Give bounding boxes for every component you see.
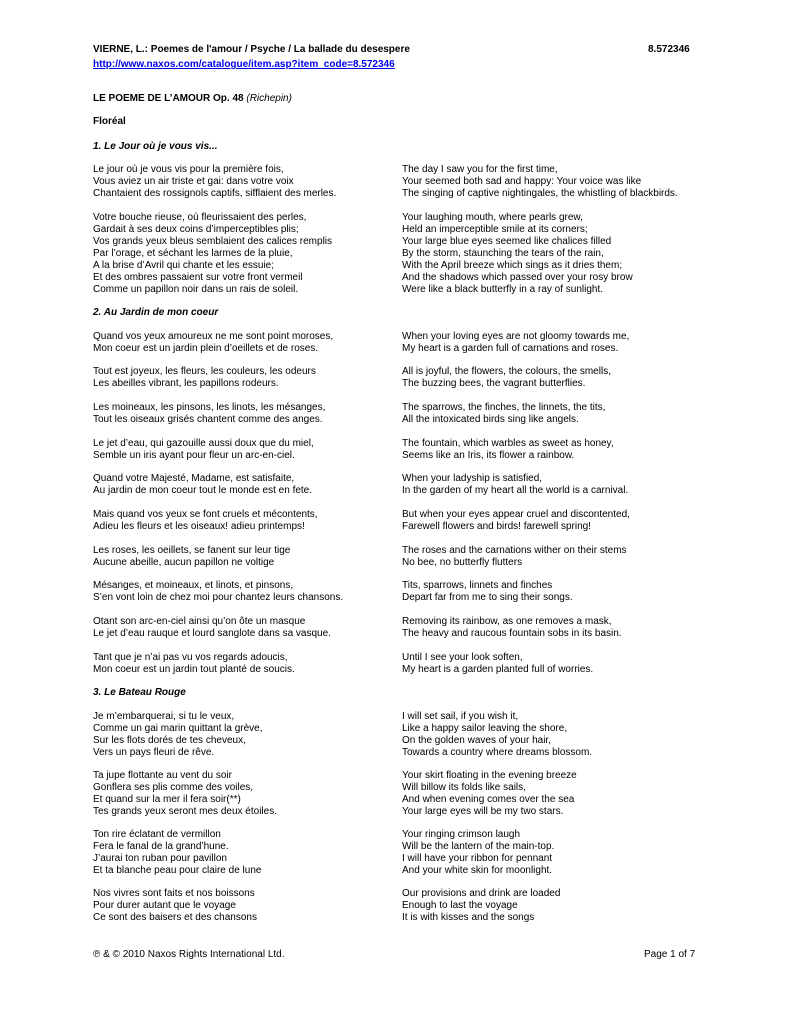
stanza-french [93, 212, 332, 296]
lyric-line: The heavy and raucous fountain sobs in its basin. [402, 628, 622, 639]
lyric-line: Gonflera ses plis comme des voiles, [93, 782, 254, 793]
lyric-line: And your white skin for moonlight. [402, 865, 553, 876]
lyric-line: Pour durer autant que le voyage [93, 900, 236, 911]
stanza-english [402, 580, 573, 604]
lyric-line: Tout les oiseaux grisés chantent comme des anges. [93, 414, 323, 425]
lyric-line: Ce sont des baisers et des chansons [93, 912, 257, 923]
lyric-line: And when evening comes over the sea [402, 794, 575, 805]
lyric-line: Your large blue eyes seemed like chalices filled [402, 236, 612, 247]
lyric-line: A la brise d’Avril qui chante et les essuie; [93, 260, 275, 271]
lyric-line: My heart is a garden full of carnations and roses. [402, 343, 619, 354]
lyric-line: Tant que je n’ai pas vu vos regards adoucis, [93, 652, 288, 663]
lyric-line: Le jour où je vous vis pour la première fois, [93, 164, 284, 175]
lyric-line: Until I see your look soften, [402, 652, 523, 663]
stanza-french [93, 366, 316, 390]
lyric-line: Fera le fanal de la grand’hune. [93, 841, 229, 852]
lyric-line: Adieu les fleurs et les oiseaux! adieu printemps! [93, 521, 305, 532]
stanza-french [93, 331, 333, 355]
lyric-line: Les abeilles vibrant, les papillons rodeurs. [93, 378, 279, 389]
lyric-line: In the garden of my heart all the world is a carnival. [402, 485, 629, 496]
stanza-english [402, 545, 627, 569]
lyric-line: Tits, sparrows, linnets and finches [402, 580, 553, 591]
catalogue-code: 8.572346 [648, 44, 690, 55]
song-heading: 3. Le Bateau Rouge [93, 687, 186, 698]
lyric-line: Par l’orage, et séchant les larmes de la pluie, [93, 248, 293, 259]
lyric-line: Mésanges, et moineaux, et linots, et pinsons, [93, 580, 294, 591]
stanza-french [93, 711, 263, 759]
stanza-french [93, 580, 343, 604]
stanza-english [402, 829, 554, 877]
lyric-line: The sparrows, the finches, the linnets, the tits, [402, 402, 606, 413]
lyric-line: All the intoxicated birds sing like angels. [402, 414, 579, 425]
lyric-line: Mais quand vos yeux se font cruels et mécontents, [93, 509, 318, 520]
lyric-line: Otant son arc-en-ciel ainsi qu’on ôte un masque [93, 616, 306, 627]
stanza-english [402, 366, 611, 390]
work-title [93, 93, 292, 104]
lyric-line: Will be the lantern of the main-top. [402, 841, 555, 852]
lyric-line: Vers un pays fleuri de rêve. [93, 747, 215, 758]
stanza-english [402, 711, 592, 759]
lyric-line: Je m’embarquerai, si tu le veux, [93, 711, 235, 722]
lyric-line: The roses and the carnations wither on their stems [402, 545, 627, 556]
lyric-line: The singing of captive nightingales, the whistling of blackbirds. [402, 188, 678, 199]
stanza-french [93, 402, 325, 426]
lyric-line: Aucune abeille, aucun papillon ne voltige [93, 557, 275, 568]
lyric-line: Tout est joyeux, les fleurs, les couleurs, les odeurs [93, 366, 316, 377]
lyric-line: Ton rire éclatant de vermillon [93, 829, 221, 840]
lyric-line: When your loving eyes are not gloomy towards me, [402, 331, 630, 342]
lyric-line: Au jardin de mon coeur tout le monde est en fete. [93, 485, 313, 496]
stanza-english [402, 770, 577, 818]
lyric-line: With the April breeze which sings as it dries them; [402, 260, 623, 271]
lyric-line: Our provisions and drink are loaded [402, 888, 561, 899]
lyric-line: I will set sail, if you wish it, [402, 711, 519, 722]
lyric-line: Quand votre Majesté, Madame, est satisfaite, [93, 473, 295, 484]
lyric-line: S’en vont loin de chez moi pour chantez leurs chansons. [93, 592, 344, 603]
stanza-english [402, 331, 629, 355]
stanza-french [93, 164, 336, 200]
lyric-line: Nos vivres sont faits et nos boissons [93, 888, 255, 899]
stanza-english [402, 509, 630, 533]
stanza-english [402, 438, 614, 462]
stanza-english [402, 473, 628, 497]
stanza-french [93, 888, 257, 924]
lyric-line: Depart far from me to sing their songs. [402, 592, 573, 603]
stanza-french [93, 652, 295, 676]
stanza-english [402, 652, 593, 676]
lyric-line: Les moineaux, les pinsons, les linots, les mésanges, [93, 402, 326, 413]
lyric-line: But when your eyes appear cruel and discontented, [402, 509, 630, 520]
song-heading: 1. Le Jour où je vous vis... [93, 141, 218, 152]
lyric-line: Et ta blanche peau pour claire de lune [93, 865, 262, 876]
lyric-line: I will have your ribbon for pennant [402, 853, 553, 864]
lyric-line: No bee, no butterfly flutters [402, 557, 523, 568]
lyric-line: J’aurai ton ruban pour pavillon [93, 853, 227, 864]
stanza-french [93, 545, 290, 569]
lyric-line: Vous aviez un air triste et gai: dans votre voix [93, 176, 294, 187]
lyric-line: Seems like an Iris, its flower a rainbow. [402, 450, 575, 461]
lyric-line: Towards a country where dreams blossom. [402, 747, 593, 758]
lyric-line: Les roses, les oeillets, se fanent sur leur tige [93, 545, 291, 556]
stanza-english [402, 888, 560, 924]
lyric-line: Le jet d’eau, qui gazouille aussi doux que du miel, [93, 438, 314, 449]
song-heading: 2. Au Jardin de mon coeur [93, 307, 219, 318]
catalogue-link[interactable]: http://www.naxos.com/catalogue/item.asp?item_code=8.572346 [93, 59, 395, 70]
lyric-line: Quand vos yeux amoureux ne me sont point moroses, [93, 331, 334, 342]
lyric-line: And the shadows which passed over your rosy brow [402, 272, 633, 283]
lyric-line: The day I saw you for the first time, [402, 164, 558, 175]
lyric-line: Your large eyes will be my two stars. [402, 806, 564, 817]
lyric-line: Mon coeur est un jardin plein d’oeillets et de roses. [93, 343, 319, 354]
lyric-line: Vos grands yeux bleus semblaient des calices remplis [93, 236, 333, 247]
lyric-line: Mon coeur est un jardin tout planté de soucis. [93, 664, 295, 675]
lyric-line: Et des ombres passaient sur votre front vermeil [93, 272, 303, 283]
lyric-line: Your skirt floating in the evening breeze [402, 770, 577, 781]
stanza-french [93, 770, 277, 818]
lyric-line: Were like a black butterfly in a ray of sunlight. [402, 284, 604, 295]
lyric-line: Your laughing mouth, where pearls grew, [402, 212, 583, 223]
lyric-line: Comme un gai marin quittant la grève, [93, 723, 263, 734]
lyric-line: The buzzing bees, the vagrant butterflies. [402, 378, 586, 389]
lyric-line: Removing its rainbow, as one removes a mask, [402, 616, 612, 627]
lyric-line: On the golden waves of your hair, [402, 735, 551, 746]
lyric-line: When your ladyship is satisfied, [402, 473, 543, 484]
lyric-line: Tes grands yeux seront mes deux étoiles. [93, 806, 277, 817]
stanza-french [93, 829, 261, 877]
stanza-english [402, 616, 622, 640]
work-title-text: LE POEME DE L’AMOUR Op. 48 [93, 93, 244, 104]
lyric-line: All is joyful, the flowers, the colours, the smells, [402, 366, 611, 377]
lyric-line: By the storm, staunching the tears of the rain, [402, 248, 604, 259]
lyric-line: Et quand sur la mer il fera soir(**) [93, 794, 241, 805]
section-title: Floréal [93, 116, 126, 127]
stanza-french [93, 616, 331, 640]
lyric-line: Le jet d’eau rauque et lourd sanglote dans sa vasque. [93, 628, 331, 639]
work-poet: (Richepin) [246, 93, 292, 104]
footer-copyright: ℗ & © 2010 Naxos Rights International Ltd. [93, 949, 285, 960]
lyric-line: Will billow its folds like sails, [402, 782, 526, 793]
lyric-line: Your seemed both sad and happy: Your voice was like [402, 176, 642, 187]
lyric-line: Ta jupe flottante au vent du soir [93, 770, 232, 781]
lyric-line: Farewell flowers and birds! farewell spring! [402, 521, 591, 532]
lyric-line: Held an imperceptible smile at its corners; [402, 224, 588, 235]
stanza-english [402, 212, 633, 296]
lyric-line: It is with kisses and the songs [402, 912, 535, 923]
footer-page-number: Page 1 of 7 [644, 949, 696, 960]
lyric-line: Sur les flots dorés de tes cheveux, [93, 735, 246, 746]
header-title: VIERNE, L.: Poemes de l'amour / Psyche / La ballade du desespere [93, 44, 410, 55]
lyric-line: Your ringing crimson laugh [402, 829, 521, 840]
lyric-line: My heart is a garden planted full of worries. [402, 664, 594, 675]
lyric-line: Votre bouche rieuse, où fleurissaient des perles, [93, 212, 307, 223]
lyric-line: Like a happy sailor leaving the shore, [402, 723, 568, 734]
stanza-french [93, 473, 312, 497]
lyric-line: Comme un papillon noir dans un rais de soleil. [93, 284, 299, 295]
lyric-line: Chantaient des rossignols captifs, sifflaient des merles. [93, 188, 337, 199]
stanza-english [402, 402, 605, 426]
lyric-line: Enough to last the voyage [402, 900, 518, 911]
stanza-english [402, 164, 678, 200]
lyric-line: The fountain, which warbles as sweet as honey, [402, 438, 614, 449]
lyric-line: Semble un iris ayant pour fleur un arc-en-ciel. [93, 450, 295, 461]
stanza-french [93, 509, 318, 533]
lyric-line: Gardait à ses deux coins d’imperceptibles plis; [93, 224, 299, 235]
stanza-french [93, 438, 314, 462]
